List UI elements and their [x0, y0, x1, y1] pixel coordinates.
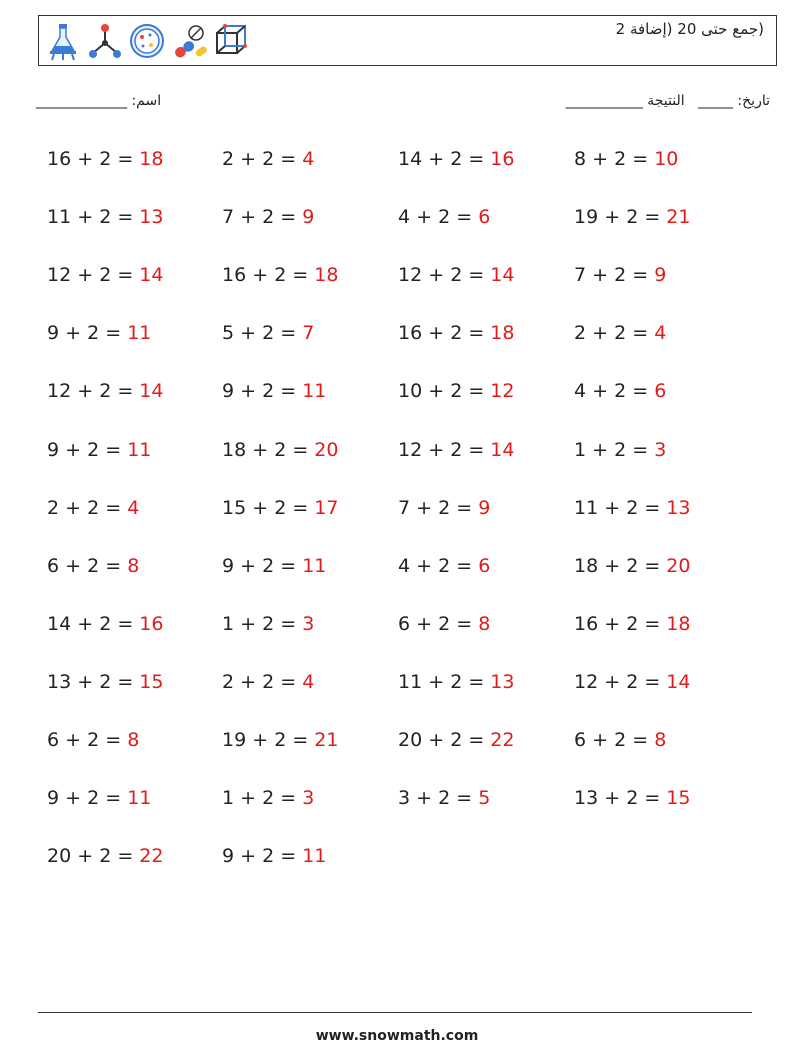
problem-answer: 3 [302, 612, 315, 635]
problem-operand: 2 [87, 496, 100, 519]
problem-question: 16 [47, 148, 72, 170]
problem-operator: + [65, 322, 82, 345]
problem-operator: + [428, 729, 445, 751]
problem-question: 6 [47, 729, 60, 751]
problem-answer: 18 [490, 322, 515, 345]
problem-question: 20 [47, 845, 72, 868]
problem-item: 9 + 2 = 11 [222, 554, 327, 577]
problem-answer: 6 [654, 380, 667, 403]
problem-operator: + [252, 729, 269, 751]
problem-question: 9 [47, 322, 60, 345]
problem-question: 9 [47, 787, 60, 810]
problem-operand: 2 [438, 496, 451, 519]
problem-item: 16 + 2 = 18 [574, 612, 691, 635]
problem-answer: 13 [666, 496, 691, 519]
problem-operand: 2 [450, 322, 463, 345]
problem-answer: 8 [478, 612, 491, 635]
problem-answer: 11 [127, 787, 152, 810]
problem-operand: 2 [450, 729, 463, 751]
problem-item: 8 + 2 = 10 [574, 148, 679, 170]
problem-operand: 2 [626, 554, 639, 577]
problem-question: 11 [574, 496, 599, 519]
problem-operator: + [240, 206, 257, 229]
problem-question: 10 [398, 380, 423, 403]
problem-operand: 2 [87, 729, 100, 751]
worksheet-header [38, 15, 777, 66]
problem-operand: 2 [262, 845, 275, 868]
problem-item: 9 + 2 = 11 [47, 438, 152, 461]
problem-question: 1 [222, 787, 235, 810]
problem-item: 16 + 2 = 18 [47, 148, 164, 170]
problem-answer: 8 [654, 729, 667, 751]
problem-item: 14 + 2 = 16 [47, 612, 164, 635]
problem-operator: + [428, 670, 445, 693]
problem-question: 19 [574, 206, 599, 229]
problem-question: 14 [398, 148, 423, 170]
problem-question: 1 [574, 438, 587, 461]
problem-operand: 2 [450, 438, 463, 461]
problem-question: 12 [574, 670, 599, 693]
problem-operator: + [77, 148, 94, 170]
problem-operand: 2 [626, 496, 639, 519]
problem-answer: 14 [490, 438, 515, 461]
problem-operand: 2 [274, 438, 287, 461]
petri-dish-icon [129, 21, 165, 61]
molecule-icon [87, 21, 123, 61]
name-field-label: اسم: _____________ [36, 93, 162, 109]
problem-item: 19 + 2 = 21 [574, 206, 691, 229]
problem-operator: + [252, 264, 269, 287]
problem-item: 2 + 2 = 4 [222, 670, 315, 693]
problem-operand: 2 [262, 554, 275, 577]
problem-question: 14 [47, 612, 72, 635]
problem-operator: + [77, 612, 94, 635]
problem-answer: 21 [666, 206, 691, 229]
problem-answer: 4 [654, 322, 667, 345]
problem-operand: 2 [450, 148, 463, 170]
problem-item: 16 + 2 = 18 [222, 264, 339, 287]
problem-item: 1 + 2 = 3 [222, 612, 315, 635]
problem-answer: 6 [478, 206, 491, 229]
problem-item: 9 + 2 = 11 [222, 380, 327, 403]
problem-question: 18 [574, 554, 599, 577]
problem-item: 10 + 2 = 12 [398, 380, 515, 403]
problem-operand: 2 [450, 264, 463, 287]
problem-item: 3 + 2 = 5 [398, 787, 491, 810]
problem-operator: + [77, 206, 94, 229]
problem-question: 2 [47, 496, 60, 519]
problem-question: 12 [398, 438, 423, 461]
problem-item: 11 + 2 = 13 [398, 670, 515, 693]
problem-answer: 9 [654, 264, 667, 287]
problem-answer: 18 [666, 612, 691, 635]
problem-item: 4 + 2 = 6 [398, 554, 491, 577]
problem-answer: 20 [666, 554, 691, 577]
problem-operand: 2 [274, 496, 287, 519]
problem-item: 12 + 2 = 14 [574, 670, 691, 693]
problem-answer: 7 [302, 322, 315, 345]
problem-question: 6 [398, 612, 411, 635]
problem-operator: + [416, 612, 433, 635]
problem-operator: + [77, 845, 94, 868]
problem-answer: 13 [139, 206, 164, 229]
problem-question: 2 [222, 670, 235, 693]
problem-operand: 2 [614, 148, 627, 170]
problem-answer: 11 [127, 438, 152, 461]
problem-operand: 2 [87, 787, 100, 810]
problem-item: 4 + 2 = 6 [574, 380, 667, 403]
problem-operand: 2 [99, 380, 112, 403]
problem-answer: 9 [478, 496, 491, 519]
problem-question: 3 [398, 787, 411, 810]
problem-item: 12 + 2 = 14 [398, 438, 515, 461]
problem-question: 16 [398, 322, 423, 345]
problem-operator: + [416, 496, 433, 519]
problem-operand: 2 [450, 380, 463, 403]
problem-item: 2 + 2 = 4 [47, 496, 140, 519]
problem-operand: 2 [438, 787, 451, 810]
problem-item: 9 + 2 = 11 [222, 845, 327, 868]
problem-answer: 14 [666, 670, 691, 693]
problem-item: 11 + 2 = 13 [574, 496, 691, 519]
problem-item: 13 + 2 = 15 [47, 670, 164, 693]
problem-operator: + [252, 496, 269, 519]
problem-question: 2 [222, 148, 235, 170]
problem-answer: 20 [314, 438, 339, 461]
problem-operator: + [416, 206, 433, 229]
problem-operand: 2 [87, 438, 100, 461]
worksheet-title: (جمع حتى 20 (إضافة 2 [615, 20, 764, 38]
problem-item: 4 + 2 = 6 [398, 206, 491, 229]
problem-question: 7 [398, 496, 411, 519]
problem-question: 16 [574, 612, 599, 635]
problem-answer: 3 [302, 787, 315, 810]
problem-item: 19 + 2 = 21 [222, 729, 339, 751]
problem-operator: + [65, 554, 82, 577]
problem-operand: 2 [274, 264, 287, 287]
problem-item: 7 + 2 = 9 [398, 496, 491, 519]
problem-operator: + [77, 670, 94, 693]
problem-operator: + [65, 729, 82, 751]
problem-operator: + [428, 380, 445, 403]
problem-operand: 2 [99, 264, 112, 287]
chemistry-flask-icon [45, 21, 81, 61]
problem-question: 8 [574, 148, 587, 170]
problem-item: 12 + 2 = 14 [47, 380, 164, 403]
problem-question: 15 [222, 496, 247, 519]
problem-answer: 11 [302, 380, 327, 403]
problem-question: 4 [398, 554, 411, 577]
problem-answer: 4 [127, 496, 140, 519]
problem-answer: 12 [490, 380, 515, 403]
problem-item: 6 + 2 = 8 [47, 729, 140, 751]
problem-item: 9 + 2 = 11 [47, 322, 152, 345]
problem-item: 14 + 2 = 16 [398, 148, 515, 170]
problem-answer: 9 [302, 206, 315, 229]
problem-answer: 18 [314, 264, 339, 287]
problem-item: 18 + 2 = 20 [222, 438, 339, 461]
problem-operand: 2 [87, 554, 100, 577]
problem-answer: 11 [302, 845, 327, 868]
problem-operator: + [592, 438, 609, 461]
problem-operand: 2 [438, 612, 451, 635]
problem-question: 9 [47, 438, 60, 461]
problem-operator: + [77, 380, 94, 403]
problem-answer: 14 [139, 264, 164, 287]
problem-operator: + [592, 380, 609, 403]
problem-question: 5 [222, 322, 235, 345]
problem-question: 16 [222, 264, 247, 287]
problem-operator: + [604, 670, 621, 693]
problem-answer: 16 [139, 612, 164, 635]
problem-question: 13 [47, 670, 72, 693]
problem-operator: + [416, 554, 433, 577]
problem-operator: + [240, 612, 257, 635]
problem-item: 13 + 2 = 15 [574, 787, 691, 810]
problem-question: 20 [398, 729, 423, 751]
problem-item: 7 + 2 = 9 [574, 264, 667, 287]
problem-question: 18 [222, 438, 247, 461]
problem-operand: 2 [262, 612, 275, 635]
problem-operator: + [240, 787, 257, 810]
problem-item: 12 + 2 = 14 [398, 264, 515, 287]
problem-operand: 2 [262, 322, 275, 345]
problem-operand: 2 [614, 729, 627, 751]
problem-question: 12 [398, 264, 423, 287]
problem-operand: 2 [262, 148, 275, 170]
problem-answer: 11 [127, 322, 152, 345]
problem-operator: + [240, 670, 257, 693]
problem-operand: 2 [614, 322, 627, 345]
problem-item: 12 + 2 = 14 [47, 264, 164, 287]
problem-answer: 8 [127, 554, 140, 577]
problem-question: 11 [398, 670, 423, 693]
problem-answer: 18 [139, 148, 164, 170]
problem-question: 13 [574, 787, 599, 810]
problem-operator: + [592, 729, 609, 751]
problem-answer: 10 [654, 148, 679, 170]
problem-operand: 2 [450, 670, 463, 693]
problem-operand: 2 [626, 670, 639, 693]
date-field-label: تاريخ: _____ [697, 93, 770, 109]
problem-operand: 2 [99, 148, 112, 170]
problem-item: 11 + 2 = 13 [47, 206, 164, 229]
problem-operator: + [65, 496, 82, 519]
problem-answer: 15 [139, 670, 164, 693]
problem-operator: + [604, 554, 621, 577]
problem-operand: 2 [87, 322, 100, 345]
problem-operator: + [604, 206, 621, 229]
problem-question: 4 [574, 380, 587, 403]
problem-item: 1 + 2 = 3 [574, 438, 667, 461]
problem-answer: 8 [127, 729, 140, 751]
problem-operator: + [428, 438, 445, 461]
problem-question: 12 [47, 380, 72, 403]
problem-operator: + [428, 264, 445, 287]
problem-item: 2 + 2 = 4 [222, 148, 315, 170]
problem-operator: + [65, 787, 82, 810]
problem-answer: 3 [654, 438, 667, 461]
problem-answer: 6 [478, 554, 491, 577]
problem-operator: + [416, 787, 433, 810]
problem-operator: + [240, 845, 257, 868]
problem-operator: + [240, 554, 257, 577]
problem-answer: 15 [666, 787, 691, 810]
pills-icon [171, 21, 207, 61]
problem-answer: 22 [490, 729, 515, 751]
score-field-label: النتيجة ___________ [565, 93, 685, 109]
problem-operand: 2 [99, 670, 112, 693]
problem-item: 1 + 2 = 3 [222, 787, 315, 810]
problem-question: 11 [47, 206, 72, 229]
problem-item: 5 + 2 = 7 [222, 322, 315, 345]
problem-question: 9 [222, 380, 235, 403]
problem-question: 9 [222, 845, 235, 868]
problem-item: 2 + 2 = 4 [574, 322, 667, 345]
footer-url: www.snowmath.com [315, 1028, 479, 1044]
problem-question: 19 [222, 729, 247, 751]
problem-question: 6 [574, 729, 587, 751]
problem-operator: + [604, 612, 621, 635]
problem-operator: + [240, 322, 257, 345]
problem-operand: 2 [99, 612, 112, 635]
problem-answer: 14 [139, 380, 164, 403]
problem-operand: 2 [438, 554, 451, 577]
problem-operator: + [252, 438, 269, 461]
problem-operator: + [240, 380, 257, 403]
problem-answer: 16 [490, 148, 515, 170]
problem-operand: 2 [262, 670, 275, 693]
problem-answer: 14 [490, 264, 515, 287]
problem-operand: 2 [614, 264, 627, 287]
problem-item: 6 + 2 = 8 [398, 612, 491, 635]
problem-operand: 2 [626, 612, 639, 635]
problem-item: 18 + 2 = 20 [574, 554, 691, 577]
problem-answer: 21 [314, 729, 339, 751]
problem-question: 12 [47, 264, 72, 287]
problem-operator: + [65, 438, 82, 461]
date-score-line [566, 93, 770, 109]
problem-operand: 2 [626, 787, 639, 810]
problem-operand: 2 [262, 380, 275, 403]
problem-operand: 2 [99, 845, 112, 868]
problem-operator: + [428, 322, 445, 345]
problem-operand: 2 [274, 729, 287, 751]
problem-item: 6 + 2 = 8 [574, 729, 667, 751]
cube-icon [213, 21, 249, 61]
problem-item: 6 + 2 = 8 [47, 554, 140, 577]
problem-operator: + [604, 496, 621, 519]
problem-operand: 2 [614, 380, 627, 403]
problem-operator: + [592, 264, 609, 287]
problem-answer: 17 [314, 496, 339, 519]
problem-question: 9 [222, 554, 235, 577]
problem-question: 1 [222, 612, 235, 635]
problem-item: 15 + 2 = 17 [222, 496, 339, 519]
footer-divider [38, 1012, 752, 1013]
problem-question: 6 [47, 554, 60, 577]
problem-question: 2 [574, 322, 587, 345]
problem-answer: 5 [478, 787, 491, 810]
problem-operator: + [592, 322, 609, 345]
problem-answer: 22 [139, 845, 164, 868]
problem-operand: 2 [626, 206, 639, 229]
problem-item: 20 + 2 = 22 [398, 729, 515, 751]
problem-question: 7 [222, 206, 235, 229]
problem-operand: 2 [262, 787, 275, 810]
problem-operator: + [240, 148, 257, 170]
problem-answer: 4 [302, 670, 315, 693]
problem-operand: 2 [614, 438, 627, 461]
problem-operand: 2 [438, 206, 451, 229]
problem-item: 7 + 2 = 9 [222, 206, 315, 229]
problem-question: 7 [574, 264, 587, 287]
problem-operator: + [604, 787, 621, 810]
problem-answer: 4 [302, 148, 315, 170]
problem-answer: 11 [302, 554, 327, 577]
problem-question: 4 [398, 206, 411, 229]
problem-operand: 2 [99, 206, 112, 229]
problem-item: 16 + 2 = 18 [398, 322, 515, 345]
header-icons [45, 21, 249, 61]
problem-operand: 2 [262, 206, 275, 229]
problem-item: 20 + 2 = 22 [47, 845, 164, 868]
problem-operator: + [592, 148, 609, 170]
problem-operator: + [77, 264, 94, 287]
problem-item: 9 + 2 = 11 [47, 787, 152, 810]
problem-answer: 13 [490, 670, 515, 693]
problem-operator: + [428, 148, 445, 170]
